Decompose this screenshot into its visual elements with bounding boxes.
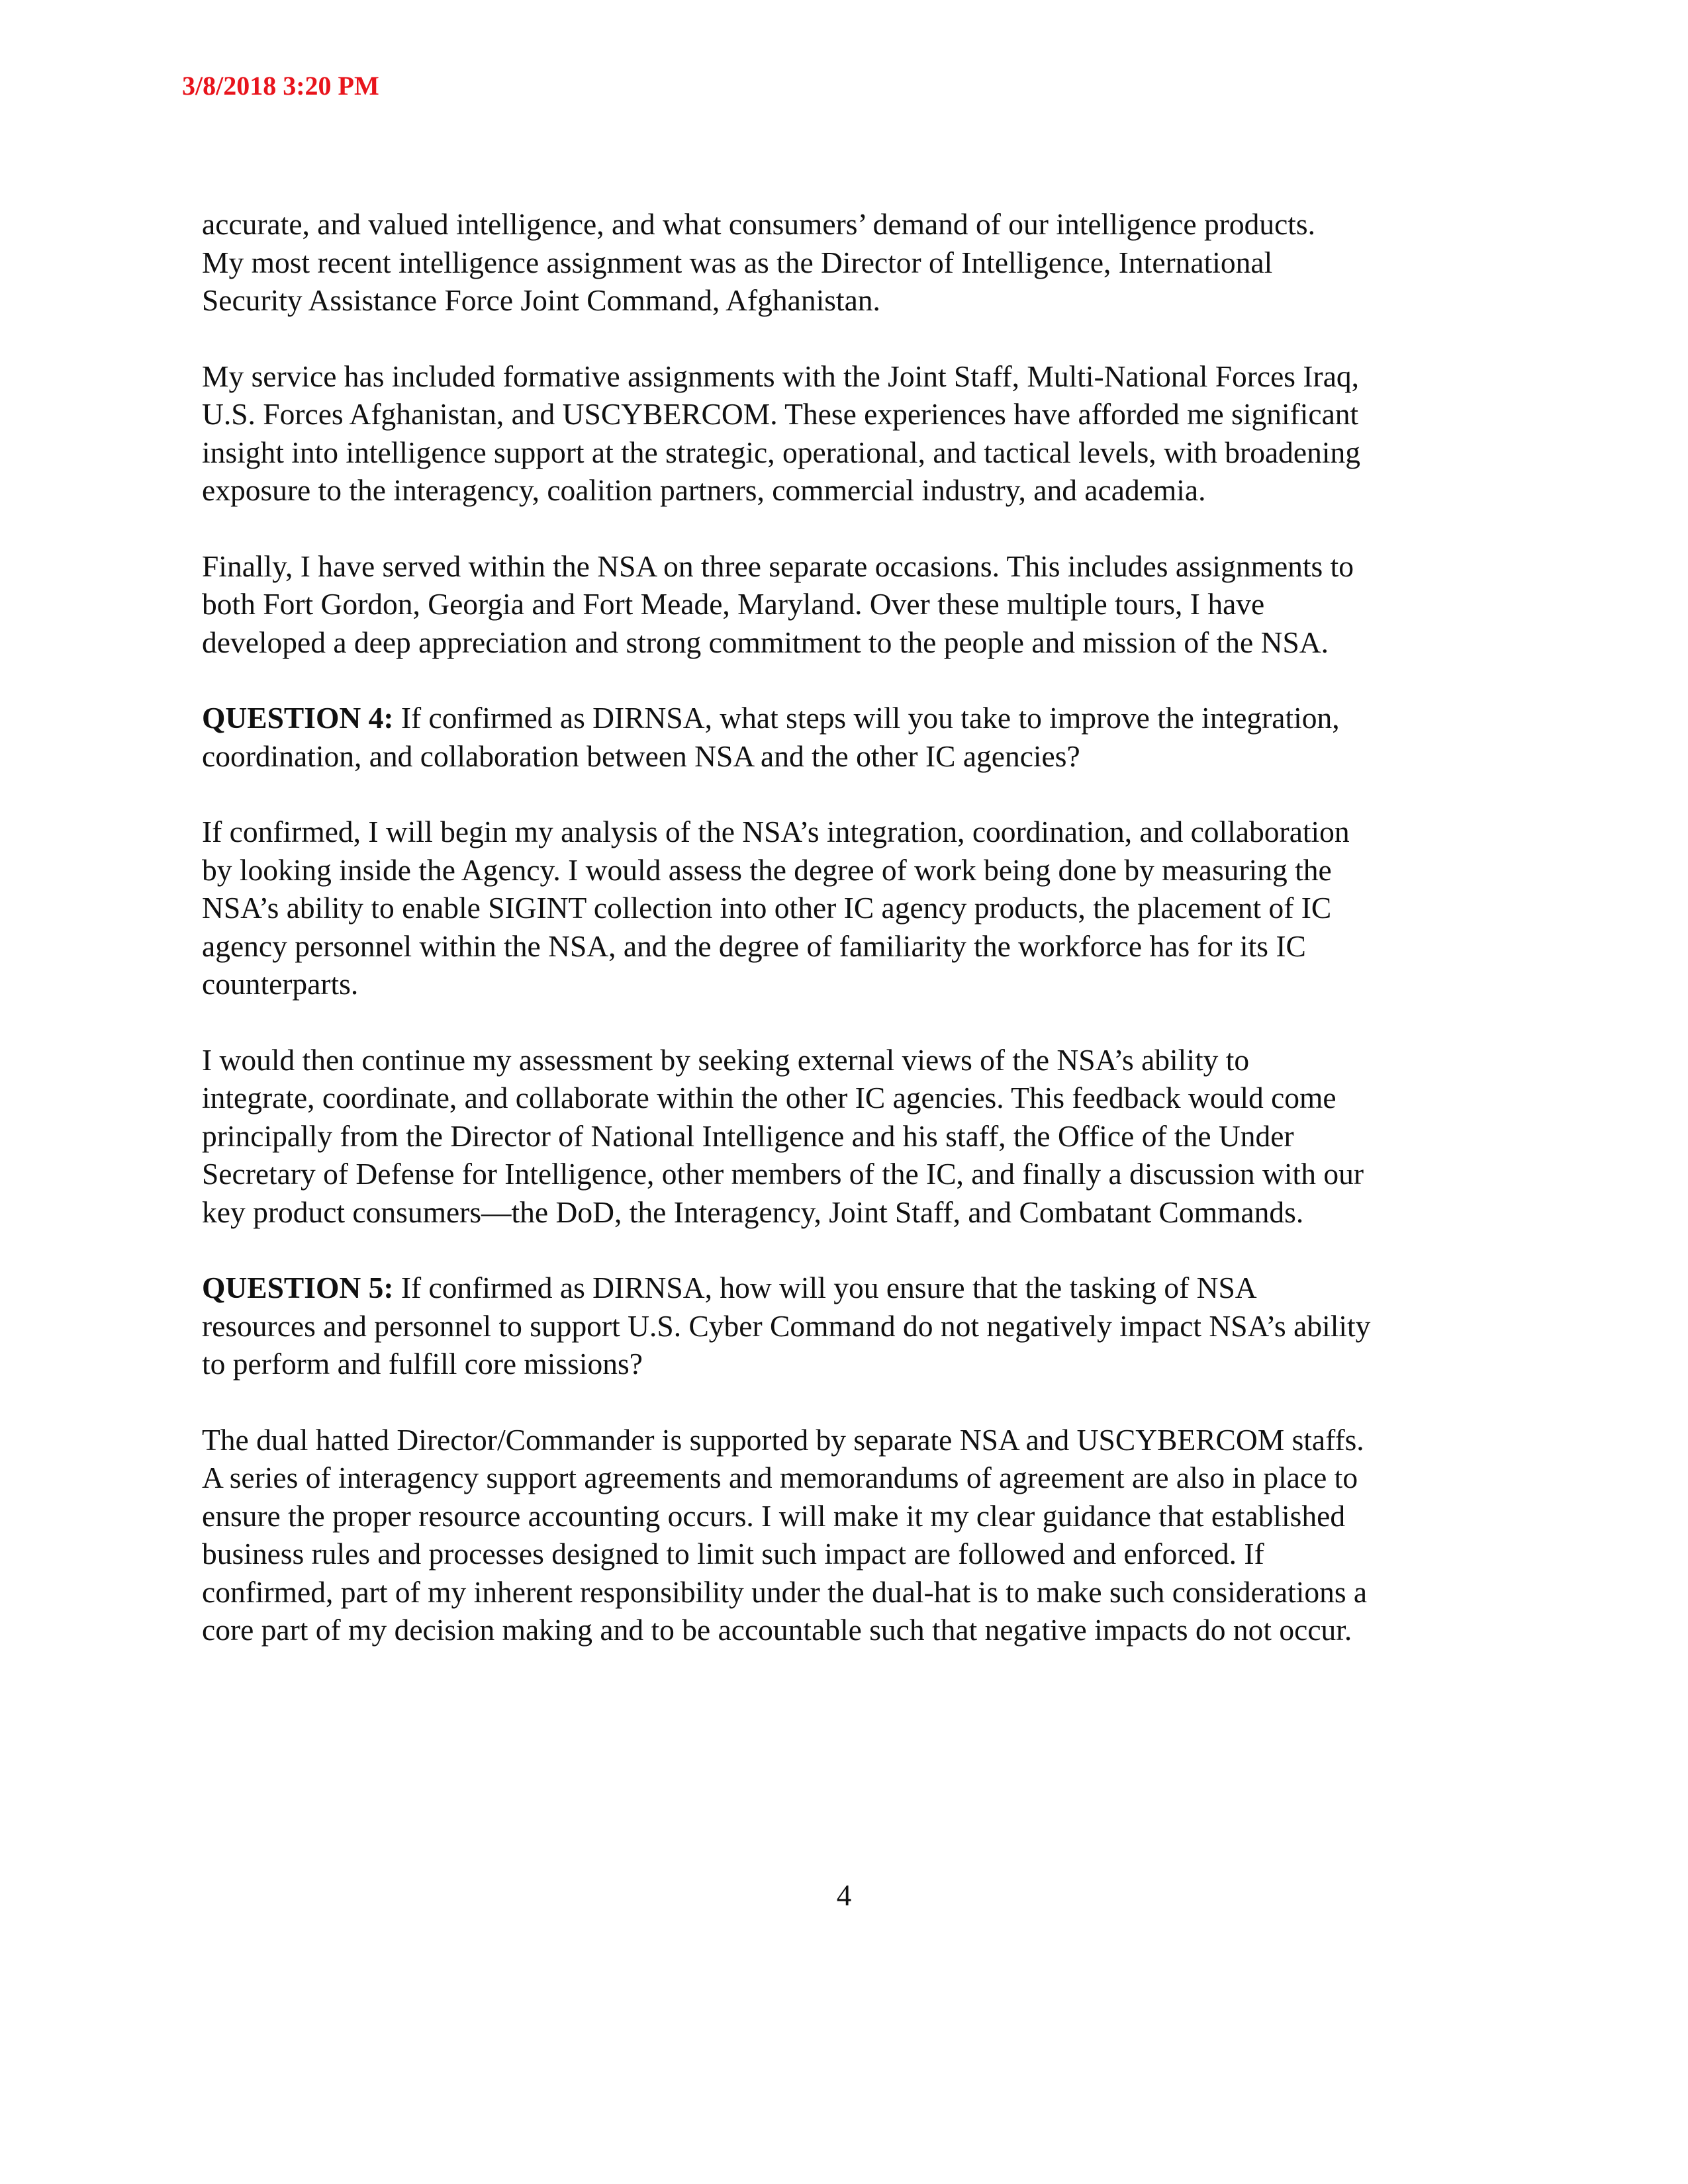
document-body [202, 205, 1526, 1687]
paragraph-service-assignments [202, 357, 1526, 510]
text-line [202, 699, 1526, 737]
text-line: The dual hatted Director/Commander is supported by separate NSA and USCYBERCOM staffs. [202, 1422, 1364, 1457]
text-line: My service has included formative assignments with the Joint Staff, Multi-National Forces Iraq, [202, 359, 1360, 393]
text-line: core part of my decision making and to be accountable such that negative impacts do not occur. [202, 1613, 1352, 1647]
page-number: 4 [836, 1879, 852, 1912]
text-line: Security Assistance Force Joint Command, Afghanistan. [202, 283, 880, 317]
text-line: key product consumers—the DoD, the Interagency, Joint Staff, and Combatant Commands. [202, 1195, 1304, 1229]
text-line: exposure to the interagency, coalition partners, commercial industry, and academia. [202, 473, 1206, 507]
text-line: both Fort Gordon, Georgia and Fort Meade, Maryland. Over these multiple tours, I have [202, 587, 1265, 621]
text-line: If confirmed, I will begin my analysis of the NSA’s integration, coordination, and collaboration [202, 815, 1350, 848]
text-line: accurate, and valued intelligence, and what consumers’ demand of our intelligence products. [202, 207, 1316, 241]
question-label: QUESTION 5: [202, 1271, 394, 1304]
text-line: developed a deep appreciation and strong commitment to the people and mission of the NSA. [202, 625, 1329, 659]
text-line: coordination, and collaboration between NSA and the other IC agencies? [202, 739, 1080, 773]
text-line: insight into intelligence support at the strategic, operational, and tactical levels, with broadening [202, 435, 1360, 469]
text-line: U.S. Forces Afghanistan, and USCYBERCOM. These experiences have afforded me significant [202, 397, 1359, 431]
question-text: If confirmed as DIRNSA, how will you ensure that the tasking of NSA [393, 1271, 1257, 1304]
answer-4-part-1 [202, 813, 1526, 1003]
text-line: agency personnel within the NSA, and the degree of familiarity the workforce has for its IC [202, 929, 1306, 963]
text-line: I would then continue my assessment by seeking external views of the NSA’s ability to [202, 1042, 1250, 1077]
question-label: QUESTION 4: [202, 701, 394, 735]
question-5 [202, 1269, 1526, 1383]
text-line: ensure the proper resource accounting occurs. I will make it my clear guidance that established [202, 1498, 1346, 1533]
question-text: If confirmed as DIRNSA, what steps will you take to improve the integration, [393, 701, 1340, 735]
timestamp: 3/8/2018 3:20 PM [182, 71, 379, 101]
text-line: Finally, I have served within the NSA on three separate occasions. This includes assignments to [202, 549, 1354, 583]
text-line: principally from the Director of National Intelligence and his staff, the Office of the Under [202, 1118, 1294, 1153]
text-line: resources and personnel to support U.S. Cyber Command do not negatively impact NSA’s ability [202, 1308, 1371, 1343]
paragraph-intelligence-background [202, 205, 1526, 320]
text-line: Secretary of Defense for Intelligence, other members of the IC, and finally a discussion with our [202, 1157, 1364, 1191]
answer-4-part-2 [202, 1041, 1526, 1232]
answer-5 [202, 1421, 1526, 1649]
text-line: integrate, coordinate, and collaborate within the other IC agencies. This feedback would come [202, 1081, 1336, 1115]
text-line: confirmed, part of my inherent responsibility under the dual-hat is to make such considerations a [202, 1574, 1368, 1609]
text-line: business rules and processes designed to limit such impact are followed and enforced. If [202, 1537, 1264, 1570]
text-line: A series of interagency support agreements and memorandums of agreement are also in place to [202, 1461, 1358, 1494]
text-line: NSA’s ability to enable SIGINT collection into other IC agency products, the placement of IC [202, 891, 1332, 925]
text-line [202, 1269, 1526, 1307]
text-line: by looking inside the Agency. I would assess the degree of work being done by measuring the [202, 852, 1332, 887]
text-line: My most recent intelligence assignment was as the Director of Intelligence, International [202, 245, 1273, 279]
text-line: to perform and fulfill core missions? [202, 1347, 643, 1381]
paragraph-nsa-service [202, 547, 1526, 662]
question-4 [202, 699, 1526, 775]
text-line: counterparts. [202, 967, 359, 1001]
